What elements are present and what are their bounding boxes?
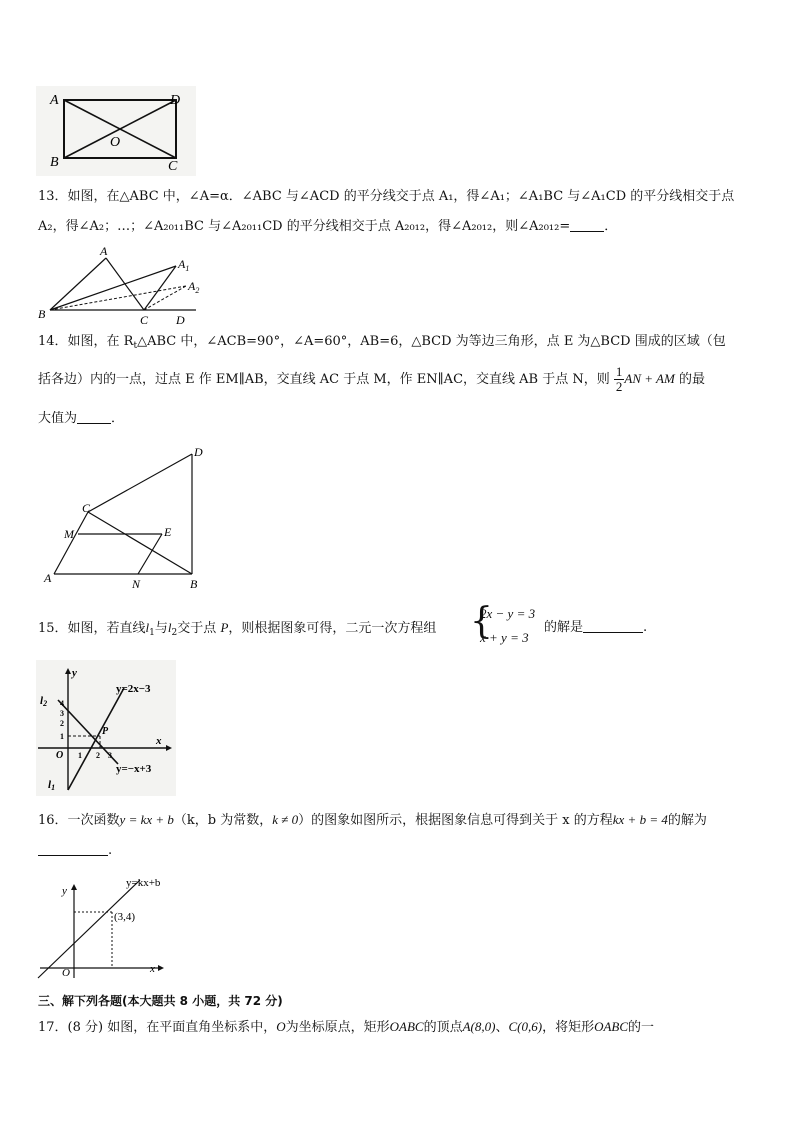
q17-text-c: 的顶点 bbox=[423, 1020, 463, 1035]
q16-cond: k ≠ 0 bbox=[272, 812, 299, 827]
q14-line3-end: ． bbox=[111, 411, 125, 426]
q17-rect2: OABC bbox=[594, 1019, 629, 1034]
q16-line2 bbox=[38, 842, 112, 860]
q13-line2 bbox=[38, 218, 617, 236]
q14-line2-end: 的最 bbox=[678, 372, 705, 387]
q14-label-m: M bbox=[64, 527, 74, 541]
q15-text-b: 与 bbox=[154, 621, 168, 636]
q14-label-n: N bbox=[132, 577, 141, 591]
q15-fig-p: P bbox=[102, 726, 109, 737]
q16-figure bbox=[36, 872, 176, 980]
q14-label-a: A bbox=[44, 571, 52, 585]
q15-xtick-1: 1 bbox=[78, 751, 82, 760]
q15-answer-blank[interactable] bbox=[583, 620, 643, 633]
q16-func: y = kx + b bbox=[119, 812, 174, 827]
q17-text-f: 的一 bbox=[628, 1020, 655, 1035]
q14-label-d: D bbox=[194, 445, 203, 459]
q15-origin: O bbox=[56, 750, 64, 761]
q16-text-a: 16．一次函数 bbox=[38, 813, 120, 828]
q15-l2: l bbox=[167, 620, 172, 635]
q14-line3 bbox=[38, 410, 124, 428]
q15-text-d: ，则根据图象可得，二元一次方程组 bbox=[228, 621, 437, 636]
q14-expression: AN + AM bbox=[624, 371, 675, 386]
q14-label-c: C bbox=[82, 501, 91, 515]
q13-label-c: C bbox=[140, 313, 149, 327]
label-d: D bbox=[170, 93, 181, 108]
q13-label-b: B bbox=[38, 307, 46, 321]
q17-text-e: ，将矩形 bbox=[542, 1020, 595, 1035]
q14-line1-start: 14．如图，在 R bbox=[38, 334, 134, 349]
q17-point-c: C(0,6) bbox=[508, 1019, 543, 1034]
q14-frac-num: 1 bbox=[615, 364, 623, 379]
label-a: A bbox=[50, 93, 59, 108]
q13-line1: 13．如图，在△ABC 中，∠A=α．∠ABC 与∠ACD 的平分线交于点 A₁，得∠A₁；∠A₁BC 与∠A₁CD 的平分线相交于点 bbox=[38, 189, 735, 204]
q15-eq2: x + y = 3 bbox=[480, 630, 529, 645]
q15-text-c: 交于点 bbox=[177, 621, 217, 636]
q14-line2 bbox=[38, 364, 705, 395]
q16-text-c: ）的图象如图所示，根据图象信息可得到关于 x 的方程 bbox=[298, 813, 613, 828]
q13-answer-blank[interactable] bbox=[570, 219, 604, 232]
q16-line2-end: . bbox=[108, 843, 113, 858]
q15-system-brace: { bbox=[470, 601, 493, 642]
q15-tick-3: 3 bbox=[60, 709, 64, 718]
q16-fig-y: y bbox=[62, 885, 67, 897]
q15-eq-a: y=2x−3 bbox=[116, 683, 151, 695]
q13-label-d: D bbox=[176, 313, 185, 327]
rectangle-figure bbox=[36, 86, 196, 176]
q14-fraction bbox=[614, 365, 625, 394]
label-o: O bbox=[110, 135, 121, 150]
q15-text-a: 15．如图，若直线 bbox=[38, 621, 146, 636]
q16-line1 bbox=[38, 811, 707, 830]
q15-eq1: 2x − y = 3 bbox=[480, 606, 536, 621]
q14-line1-rest: △ABC 中，∠ACB=90°，∠A=60°，AB=6，△BCD 为等边三角形，点 E 为△BCD 围成的区域（包 bbox=[137, 334, 726, 349]
q15-figure bbox=[36, 660, 176, 796]
q15-l1-sub: 1 bbox=[149, 628, 155, 638]
q15-tail bbox=[544, 619, 647, 637]
q14-label-e: E bbox=[164, 525, 172, 539]
q14-line1-sub: t bbox=[133, 341, 138, 351]
q16-fig-label: y=kx+b bbox=[126, 877, 161, 889]
q15-fig-l1: l1 bbox=[48, 779, 56, 792]
q15-tick-4: 4 bbox=[60, 699, 64, 708]
q14-line2-text: 括各边）内的一点，过点 E 作 EM∥AB，交直线 AC 于点 M，作 EN∥AC，交直线 AB 于点 N，则 bbox=[38, 372, 610, 387]
q15-text-f: . bbox=[643, 620, 648, 635]
section-3-heading: 三、解下列各题(本大题共 8 小题，共 72 分) bbox=[38, 994, 283, 1008]
q15-l1: l bbox=[145, 620, 150, 635]
q13-label-a: A bbox=[100, 244, 108, 258]
q15-fig-x: x bbox=[156, 735, 162, 747]
q13-line2-text: A₂，得∠A₂；…；∠A₂₀₁₁BC 与∠A₂₀₁₁CD 的平分线相交于点 A₂₀₁₂，得∠A₂₀₁₂，则∠A₂₀₁₂= bbox=[38, 219, 571, 234]
q13-label-a1: $A_1$ bbox=[178, 257, 190, 273]
q16-text-d: 的解为 bbox=[667, 813, 707, 828]
q17-point-a: A(8,0) bbox=[462, 1019, 496, 1034]
q15-tick-1: 1 bbox=[60, 732, 64, 741]
q17-line1 bbox=[38, 1018, 654, 1037]
q15-xtick-2: 2 bbox=[96, 751, 100, 760]
q15-xtick-3: 3 bbox=[108, 751, 112, 760]
q14-answer-blank[interactable] bbox=[77, 411, 111, 424]
q16-answer-blank[interactable] bbox=[38, 843, 108, 856]
q14-frac-den: 2 bbox=[615, 379, 623, 394]
label-c: C bbox=[168, 159, 178, 174]
q14-figure bbox=[36, 442, 216, 592]
q16-text-b: （k，b 为常数， bbox=[173, 813, 273, 828]
q17-text-a: 17．(8 分) 如图，在平面直角坐标系中， bbox=[38, 1020, 277, 1035]
label-b: B bbox=[50, 155, 59, 170]
q17-rect: OABC bbox=[389, 1019, 424, 1034]
q15-text-e: 的解是 bbox=[544, 620, 584, 635]
q14-line1 bbox=[38, 333, 726, 355]
q16-fig-x: x bbox=[150, 963, 155, 975]
q17-o: O bbox=[276, 1019, 286, 1034]
q16-fig-origin: O bbox=[62, 967, 70, 979]
q16-eq: kx + b = 4 bbox=[612, 812, 668, 827]
q13-figure bbox=[36, 244, 216, 328]
q15-eq-b: y=−x+3 bbox=[116, 763, 152, 775]
q13-line2-end: ． bbox=[604, 219, 618, 234]
q17-text-b: 为坐标原点，矩形 bbox=[285, 1020, 390, 1035]
q14-label-b: B bbox=[190, 577, 198, 591]
q15-fig-l2: l2 bbox=[40, 695, 48, 708]
q13-label-a2: $A_2$ bbox=[188, 279, 200, 295]
q15-tick-2: 2 bbox=[60, 719, 64, 728]
q14-line3-text: 大值为 bbox=[38, 411, 78, 426]
q15-p: P bbox=[220, 620, 229, 635]
q15-line bbox=[38, 619, 436, 642]
q17-text-d: 、 bbox=[495, 1020, 509, 1035]
q15-l2-sub: 2 bbox=[171, 628, 178, 638]
q15-fig-y: y bbox=[72, 667, 77, 679]
q16-fig-point: (3,4) bbox=[114, 911, 136, 923]
